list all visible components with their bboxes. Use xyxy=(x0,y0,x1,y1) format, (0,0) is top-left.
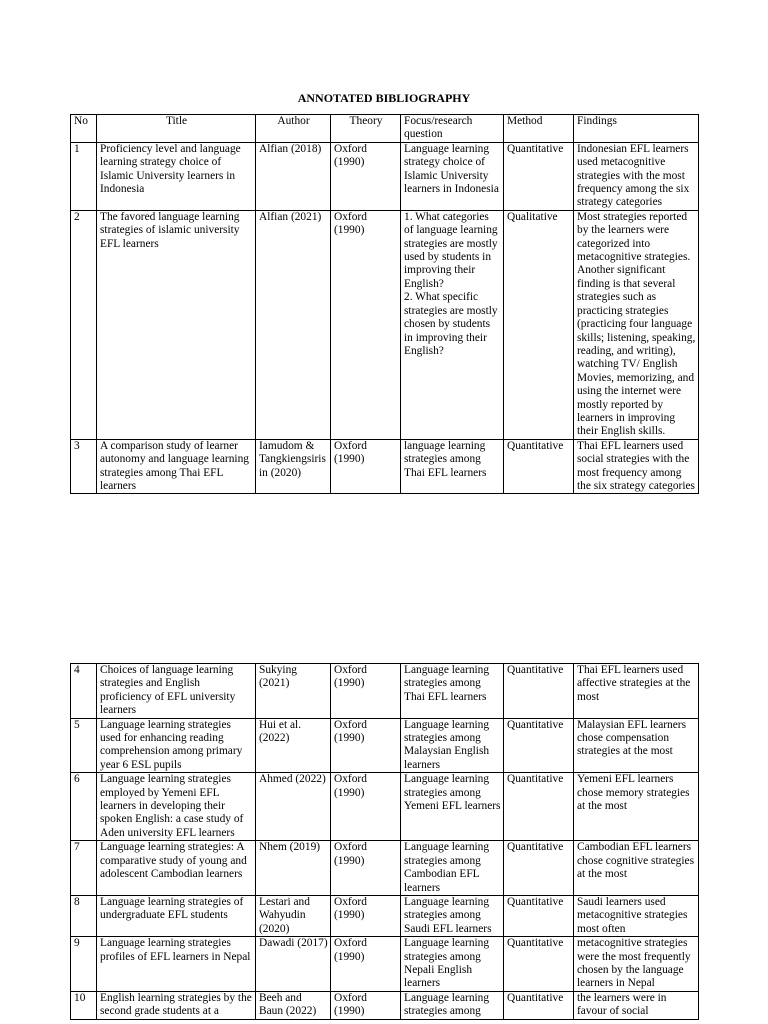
cell-no: 8 xyxy=(71,895,97,936)
cell-focus: 1. What categories of language learning strategies are mostly used by students in improving their English? 2. What specific strategies are mostly chosen by students in improving their English? xyxy=(401,210,504,439)
table-row xyxy=(71,895,699,936)
table-row xyxy=(71,991,699,1019)
cell-theory: Oxford (1990) xyxy=(331,895,401,936)
cell-theory: Oxford (1990) xyxy=(331,991,401,1019)
cell-title: Language learning strategies of undergraduate EFL students xyxy=(97,895,256,936)
cell-author: Ahmed (2022) xyxy=(256,773,331,841)
cell-method: Quantitative xyxy=(504,664,574,719)
header-no: No xyxy=(71,115,97,143)
cell-focus: Language learning strategies among Saudi EFL learners xyxy=(401,895,504,936)
cell-no: 5 xyxy=(71,718,97,773)
cell-no: 3 xyxy=(71,439,97,494)
header-method: Method xyxy=(504,115,574,143)
cell-theory: Oxford (1990) xyxy=(331,142,401,210)
cell-no: 7 xyxy=(71,841,97,896)
cell-no: 4 xyxy=(71,664,97,719)
cell-findings: Malaysian EFL learners chose compensation strategies at the most xyxy=(574,718,699,773)
cell-findings: metacognitive strategies were the most frequently chosen by the language learners in Nepal xyxy=(574,937,699,992)
cell-focus: Language learning strategies among Cambodian EFL learners xyxy=(401,841,504,896)
cell-focus: Language learning strategy choice of Islamic University learners in Indonesia xyxy=(401,142,504,210)
table-row xyxy=(71,210,699,439)
header-title: Title xyxy=(97,115,256,143)
cell-title: Proficiency level and language learning strategy choice of Islamic University learners in Indonesia xyxy=(97,142,256,210)
header-author: Author xyxy=(256,115,331,143)
header-theory: Theory xyxy=(331,115,401,143)
cell-method: Quantitative xyxy=(504,895,574,936)
cell-findings: the learners were in favour of social xyxy=(574,991,699,1019)
table-row xyxy=(71,773,699,841)
cell-title: Language learning strategies used for enhancing reading comprehension among primary year 6 ESL pupils xyxy=(97,718,256,773)
cell-findings: Most strategies reported by the learners were categorized into metacognitive strategies. Another significant finding is that several strategies such as practicing strategies (practicing four language skills; listening, speaking, reading, and writing), watching TV/ English Movies, memorizing, and using the internet were mostly reported by learners in improving their English skills. xyxy=(574,210,699,439)
page-title: ANNOTATED BIBLIOGRAPHY xyxy=(297,91,471,105)
cell-title: The favored language learning strategies of islamic university EFL learners xyxy=(97,210,256,439)
cell-author: Alfian (2018) xyxy=(256,142,331,210)
cell-focus: Language learning strategies among xyxy=(401,991,504,1019)
table-row xyxy=(71,142,699,210)
cell-method: Quantitative xyxy=(504,773,574,841)
cell-title: A comparison study of learner autonomy and language learning strategies among Thai EFL learners xyxy=(97,439,256,494)
table-row xyxy=(71,718,699,773)
cell-title: Language learning strategies profiles of EFL learners in Nepal xyxy=(97,937,256,992)
cell-no: 9 xyxy=(71,937,97,992)
cell-title: Language learning strategies: A comparative study of young and adolescent Cambodian learners xyxy=(97,841,256,896)
cell-findings: Saudi learners used metacognitive strategies most often xyxy=(574,895,699,936)
cell-method: Quantitative xyxy=(504,841,574,896)
cell-findings: Yemeni EFL learners chose memory strategies at the most xyxy=(574,773,699,841)
cell-findings: Cambodian EFL learners chose cognitive strategies at the most xyxy=(574,841,699,896)
cell-theory: Oxford (1990) xyxy=(331,841,401,896)
cell-theory: Oxford (1990) xyxy=(331,439,401,494)
cell-title: Language learning strategies employed by Yemeni EFL learners in developing their spoken English: a case study of Aden university EFL learners xyxy=(97,773,256,841)
cell-author: Beeh and Baun (2022) xyxy=(256,991,331,1019)
header-findings: Findings xyxy=(574,115,699,143)
cell-author: Lestari and Wahyudin (2020) xyxy=(256,895,331,936)
cell-theory: Oxford (1990) xyxy=(331,937,401,992)
cell-method: Qualitative xyxy=(504,210,574,439)
table-header-row xyxy=(71,115,699,143)
cell-author: Hui et al. (2022) xyxy=(256,718,331,773)
bibliography-table-1 xyxy=(70,114,699,494)
cell-title: English learning strategies by the second grade students at a xyxy=(97,991,256,1019)
cell-focus: language learning strategies among Thai EFL learners xyxy=(401,439,504,494)
cell-method: Quantitative xyxy=(504,937,574,992)
cell-author: Iamudom & Tangkiengsirisin (2020) xyxy=(256,439,331,494)
cell-method: Quantitative xyxy=(504,439,574,494)
cell-focus: Language learning strategies among Nepali English learners xyxy=(401,937,504,992)
cell-no: 6 xyxy=(71,773,97,841)
cell-theory: Oxford (1990) xyxy=(331,773,401,841)
cell-author: Dawadi (2017) xyxy=(256,937,331,992)
cell-author: Alfian (2021) xyxy=(256,210,331,439)
cell-method: Quantitative xyxy=(504,718,574,773)
cell-theory: Oxford (1990) xyxy=(331,210,401,439)
cell-findings: Thai EFL learners used social strategies with the most frequency among the six strategy categories xyxy=(574,439,699,494)
cell-author: Sukying (2021) xyxy=(256,664,331,719)
cell-findings: Thai EFL learners used affective strategies at the most xyxy=(574,664,699,719)
cell-focus: Language learning strategies among Thai EFL learners xyxy=(401,664,504,719)
cell-theory: Oxford (1990) xyxy=(331,718,401,773)
bibliography-table-2 xyxy=(70,663,699,1020)
cell-no: 2 xyxy=(71,210,97,439)
cell-focus: Language learning strategies among Yemeni EFL learners xyxy=(401,773,504,841)
table-row xyxy=(71,664,699,719)
header-focus: Focus/research question xyxy=(401,115,504,143)
cell-no: 1 xyxy=(71,142,97,210)
table-row xyxy=(71,439,699,494)
cell-method: Quantitative xyxy=(504,991,574,1019)
cell-focus: Language learning strategies among Malaysian English learners xyxy=(401,718,504,773)
cell-title: Choices of language learning strategies and English proficiency of EFL university learners xyxy=(97,664,256,719)
cell-theory: Oxford (1990) xyxy=(331,664,401,719)
table-row xyxy=(71,937,699,992)
table-row xyxy=(71,841,699,896)
cell-findings: Indonesian EFL learners used metacognitive strategies with the most frequency among the six strategy categories xyxy=(574,142,699,210)
cell-method: Quantitative xyxy=(504,142,574,210)
cell-author: Nhem (2019) xyxy=(256,841,331,896)
cell-no: 10 xyxy=(71,991,97,1019)
